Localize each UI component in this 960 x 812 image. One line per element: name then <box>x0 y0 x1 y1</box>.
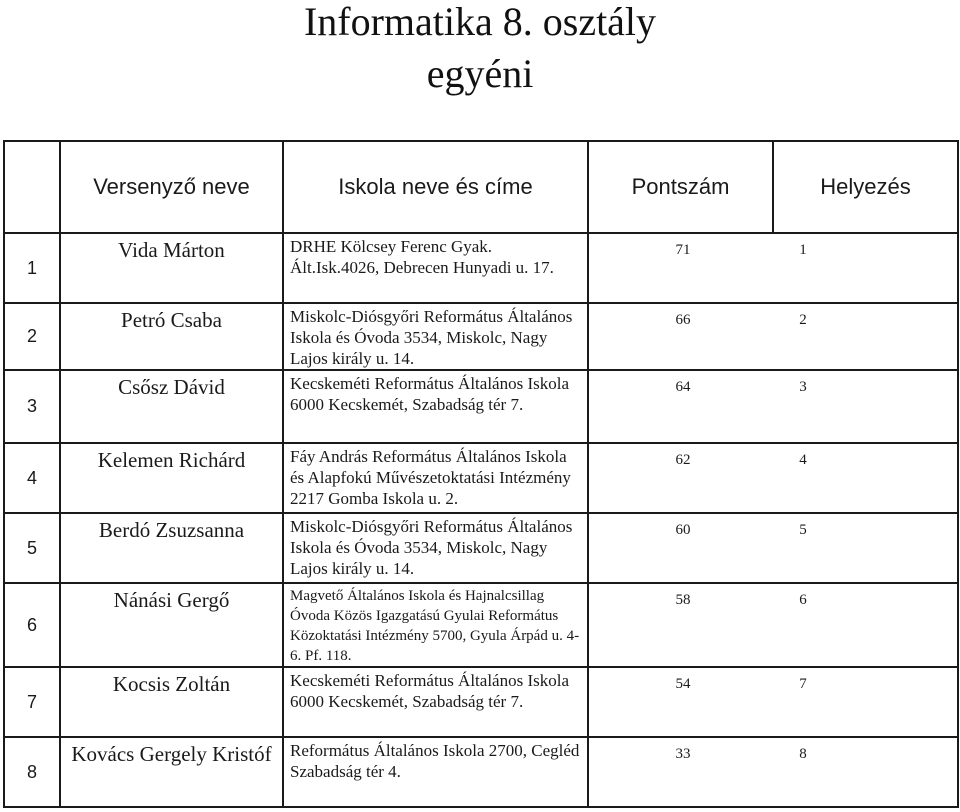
points-value: 58 <box>675 592 691 608</box>
place-value: 1 <box>799 242 807 258</box>
score-cell <box>588 667 958 737</box>
contestant-name: Csősz Dávid <box>60 370 283 443</box>
header-num <box>4 141 60 233</box>
school-cell: DRHE Kölcsey Ferenc Gyak. Ált.Isk.4026, Debrecen Hunyadi u. 17. <box>283 233 588 303</box>
school-cell: Református Általános Iskola 2700, Cegléd Szabadság tér 4. <box>283 737 588 807</box>
row-number: 3 <box>4 370 60 443</box>
school-cell: Magvető Általános Iskola és Hajnalcsillag Óvoda Közös Igazgatású Gyulai Református Közoktatási Intézmény 5700, Gyula Árpád u. 4-6. Pf. 118. <box>283 583 588 667</box>
place-value: 6 <box>799 592 807 608</box>
points-value: 54 <box>675 676 691 692</box>
points-value: 66 <box>675 312 691 328</box>
school-cell: Fáy András Református Általános Iskola és Alapfokú Művészetoktatási Intézmény 2217 Gomba Iskola u. 2. <box>283 443 588 513</box>
row-number: 2 <box>4 303 60 370</box>
school-cell: Miskolc-Diósgyőri Református Általános Iskola és Óvoda 3534, Miskolc, Nagy Lajos király u. 14. <box>283 513 588 583</box>
page-subtitle: egyéni <box>426 51 534 96</box>
contestant-name: Berdó Zsuzsanna <box>60 513 283 583</box>
points-value: 71 <box>675 242 691 258</box>
page-title: Informatika 8. osztály <box>303 0 657 44</box>
points-value: 60 <box>675 522 691 538</box>
table-row <box>4 233 958 303</box>
row-number: 1 <box>4 233 60 303</box>
place-value: 4 <box>799 452 807 468</box>
table-row <box>4 667 958 737</box>
place-value: 8 <box>799 746 807 762</box>
score-cell <box>588 233 958 303</box>
score-cell <box>588 513 958 583</box>
contestant-name: Petró Csaba <box>60 303 283 370</box>
points-value: 62 <box>675 452 691 468</box>
place-value: 2 <box>799 312 807 328</box>
header-name: Versenyző neve <box>60 141 283 233</box>
contestant-name: Kelemen Richárd <box>60 443 283 513</box>
row-number: 4 <box>4 443 60 513</box>
contestant-name: Nánási Gergő <box>60 583 283 667</box>
score-cell <box>588 583 958 667</box>
score-cell <box>588 737 958 807</box>
table-row <box>4 443 958 513</box>
points-value: 64 <box>675 379 691 395</box>
table-row <box>4 513 958 583</box>
header-points: Pontszám <box>588 141 773 233</box>
school-cell: Kecskeméti Református Általános Iskola 6000 Kecskemét, Szabadság tér 7. <box>283 370 588 443</box>
score-cell <box>588 370 958 443</box>
table-row <box>4 303 958 370</box>
place-value: 3 <box>799 379 807 395</box>
row-number: 8 <box>4 737 60 807</box>
row-number: 5 <box>4 513 60 583</box>
results-table <box>3 140 959 808</box>
points-value: 33 <box>675 746 691 762</box>
table-row <box>4 583 958 667</box>
contestant-name: Kocsis Zoltán <box>60 667 283 737</box>
row-number: 7 <box>4 667 60 737</box>
score-cell <box>588 303 958 370</box>
score-cell <box>588 443 958 513</box>
place-value: 5 <box>799 522 807 538</box>
header-place: Helyezés <box>773 141 958 233</box>
contestant-name: Kovács Gergely Kristóf <box>60 737 283 807</box>
contestant-name: Vida Márton <box>60 233 283 303</box>
place-value: 7 <box>799 676 807 692</box>
header-row <box>4 141 958 233</box>
table-row <box>4 737 958 807</box>
header-school: Iskola neve és címe <box>283 141 588 233</box>
row-number: 6 <box>4 583 60 667</box>
table-row <box>4 370 958 443</box>
school-cell: Miskolc-Diósgyőri Református Általános Iskola és Óvoda 3534, Miskolc, Nagy Lajos király u. 14. <box>283 303 588 370</box>
school-cell: Kecskeméti Református Általános Iskola 6000 Kecskemét, Szabadság tér 7. <box>283 667 588 737</box>
